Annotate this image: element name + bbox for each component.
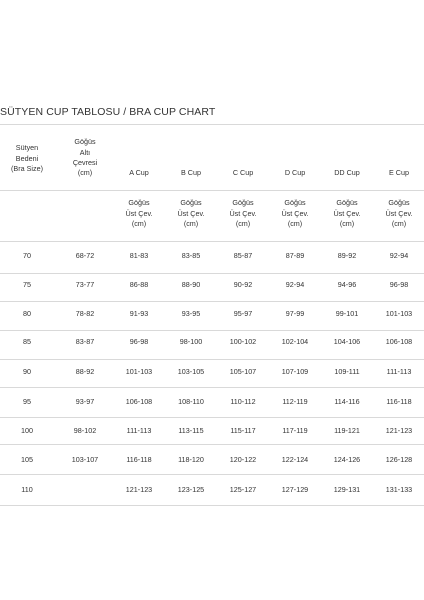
row-underbust: [76, 367, 94, 377]
cell-text: 83-87: [75, 336, 95, 346]
cell-text: (Bra Size): [11, 164, 43, 174]
row-divider: [0, 190, 424, 191]
row-cup-value: [390, 251, 408, 261]
cell-text: Üst Çev.: [281, 208, 309, 218]
row-cup-value: [386, 485, 412, 495]
cell-text: 127-129: [281, 484, 309, 494]
cell-text: 68-72: [75, 250, 95, 260]
cell-text: 106-108: [385, 336, 413, 346]
cell-text: DD Cup: [334, 167, 360, 177]
cell-text: 124-126: [333, 454, 361, 464]
cell-text: 102-104: [281, 336, 309, 346]
row-cup-value: [386, 309, 412, 319]
cell-text: 87-89: [285, 250, 305, 260]
row-cup-value: [178, 397, 204, 407]
row-cup-value: [282, 426, 307, 436]
row-cup-value: [286, 280, 304, 290]
cell-text: Çevresi: [72, 158, 98, 167]
cell-text: 113-115: [178, 425, 204, 435]
cell-text: Göğüs: [232, 198, 254, 208]
row-cup-value: [126, 485, 152, 495]
cell-text: 120-122: [229, 454, 257, 464]
cell-text: (cm): [131, 219, 147, 229]
cell-text: 119-121: [334, 425, 360, 435]
row-cup-value: [338, 280, 356, 290]
row-size: [21, 426, 33, 436]
subheader-bust: [385, 198, 412, 229]
cell-text: Bedeni: [15, 153, 39, 163]
subheader-bust: [281, 198, 308, 229]
row-cup-value: [178, 485, 204, 495]
cell-text: Göğüs: [180, 198, 202, 208]
cell-text: 100: [21, 425, 33, 435]
row-cup-value: [286, 251, 304, 261]
cell-text: 129-131: [333, 484, 361, 494]
row-cup-value: [386, 337, 412, 347]
row-underbust: [74, 426, 96, 436]
row-cup-value: [386, 426, 412, 436]
cell-text: 101-103: [125, 366, 153, 376]
cell-text: 108-110: [178, 396, 204, 406]
header-cup-2: [233, 168, 253, 178]
subheader-bust: [333, 198, 360, 229]
cell-text: (cm): [339, 219, 355, 229]
row-cup-value: [182, 280, 200, 290]
cell-text: Üst Çev.: [385, 208, 413, 218]
row-cup-value: [334, 426, 360, 436]
cell-text: 92-94: [389, 250, 409, 260]
cell-text: Göğüs: [74, 137, 96, 147]
row-cup-value: [127, 426, 152, 436]
row-cup-value: [178, 455, 204, 465]
cell-text: Üst Çev.: [177, 208, 205, 218]
row-cup-value: [126, 397, 152, 407]
cell-text: 92-94: [285, 279, 305, 289]
row-underbust: [76, 251, 94, 261]
row-cup-value: [230, 337, 256, 347]
cell-text: 98-102: [73, 425, 97, 435]
row-cup-value: [234, 309, 252, 319]
row-underbust: [76, 397, 94, 407]
cell-text: Üst Çev.: [333, 208, 361, 218]
header-bra-size: [11, 143, 43, 174]
row-cup-value: [230, 367, 256, 377]
header-cup-0: [129, 168, 149, 178]
cell-text: 85-87: [233, 250, 253, 260]
cell-text: 101-103: [385, 308, 413, 318]
row-cup-value: [336, 309, 358, 319]
row-divider: [0, 241, 424, 242]
subheader-bust: [177, 198, 204, 229]
cell-text: 103-107: [71, 454, 99, 464]
cell-text: 80: [23, 308, 31, 318]
cell-text: 109-111: [334, 366, 360, 376]
row-cup-value: [178, 426, 203, 436]
row-divider: [0, 330, 424, 331]
cell-text: Göğüs: [128, 198, 150, 208]
cell-text: 95: [23, 396, 31, 406]
cell-text: 86-88: [129, 279, 149, 289]
cell-text: 116-118: [126, 454, 152, 464]
cell-text: 90-92: [233, 279, 253, 289]
row-size: [23, 397, 31, 407]
cell-text: 83-85: [181, 250, 201, 260]
row-size: [23, 251, 31, 261]
row-cup-value: [182, 251, 200, 261]
cell-text: 131-133: [385, 484, 413, 494]
cell-text: 100-102: [229, 336, 257, 346]
cell-text: 115-117: [230, 425, 256, 435]
cell-text: 78-82: [75, 308, 95, 318]
cell-text: 126-128: [385, 454, 413, 464]
subheader-bust: [125, 198, 152, 229]
cell-text: 73-77: [75, 279, 95, 289]
cell-text: 112-119: [282, 396, 308, 406]
row-cup-value: [386, 397, 411, 407]
cell-text: 95-97: [233, 308, 253, 318]
cell-text: 110-112: [230, 396, 256, 406]
row-cup-value: [182, 309, 200, 319]
row-cup-value: [230, 485, 256, 495]
cell-text: 110: [21, 484, 33, 494]
cell-text: 96-98: [129, 336, 149, 346]
cell-text: 116-118: [386, 396, 412, 406]
cell-text: 111-113: [126, 425, 152, 435]
cell-text: 107-109: [281, 366, 309, 376]
cell-text: Göğüs: [336, 198, 358, 208]
row-cup-value: [230, 426, 255, 436]
cell-text: 94-96: [337, 279, 357, 289]
row-cup-value: [178, 367, 204, 377]
row-cup-value: [282, 337, 308, 347]
row-divider: [0, 387, 424, 388]
cell-text: 85: [23, 336, 31, 346]
cell-text: 103-105: [177, 366, 205, 376]
cell-text: 91-93: [129, 308, 149, 318]
row-divider: [0, 417, 424, 418]
cell-text: 97-99: [285, 308, 305, 318]
row-size: [23, 367, 31, 377]
row-divider: [0, 505, 424, 506]
cell-text: Altı: [79, 147, 91, 157]
chart-title: SÜTYEN CUP TABLOSU / BRA CUP CHART: [0, 106, 216, 118]
cell-text: 114-116: [334, 396, 360, 406]
row-cup-value: [334, 337, 360, 347]
row-underbust: [76, 337, 94, 347]
row-underbust: [76, 309, 94, 319]
cell-text: (cm): [391, 219, 407, 229]
row-divider: [0, 474, 424, 475]
cell-text: 121-123: [385, 425, 413, 435]
row-size: [23, 337, 31, 347]
row-cup-value: [334, 485, 360, 495]
cell-text: 121-123: [125, 484, 153, 494]
row-underbust: [72, 455, 98, 465]
cell-text: (cm): [183, 219, 199, 229]
cell-text: D Cup: [284, 167, 306, 177]
cell-text: 88-92: [75, 366, 95, 376]
header-cup-1: [181, 168, 201, 178]
row-cup-value: [230, 397, 255, 407]
header-underbust: [73, 137, 97, 179]
cell-text: 118-120: [178, 454, 204, 464]
row-cup-value: [130, 309, 148, 319]
row-size: [23, 280, 31, 290]
cell-text: A Cup: [129, 167, 149, 177]
cell-text: 105-107: [229, 366, 257, 376]
row-size: [23, 309, 31, 319]
cell-text: 93-95: [181, 308, 201, 318]
cell-text: 90: [23, 366, 31, 376]
row-cup-value: [180, 337, 202, 347]
cell-text: (cm): [77, 168, 93, 178]
row-divider: [0, 124, 424, 125]
row-cup-value: [334, 367, 359, 377]
row-cup-value: [282, 455, 308, 465]
row-cup-value: [130, 251, 148, 261]
cell-text: (cm): [235, 219, 251, 229]
row-cup-value: [338, 251, 356, 261]
row-cup-value: [282, 485, 308, 495]
cell-text: 106-108: [125, 396, 153, 406]
row-cup-value: [130, 337, 148, 347]
cell-text: Göğüs: [284, 198, 306, 208]
row-cup-value: [387, 367, 412, 377]
cell-text: Göğüs: [388, 198, 410, 208]
row-cup-value: [286, 309, 304, 319]
row-divider: [0, 359, 424, 360]
cell-text: Sütyen: [15, 143, 39, 153]
cell-text: C Cup: [232, 167, 254, 177]
header-cup-5: [389, 168, 409, 178]
cell-text: 96-98: [389, 279, 409, 289]
cell-text: (cm): [287, 219, 303, 229]
row-divider: [0, 301, 424, 302]
row-divider: [0, 444, 424, 445]
cell-text: 81-83: [129, 250, 149, 260]
row-cup-value: [126, 455, 151, 465]
cell-text: 105: [21, 454, 33, 464]
cell-text: 89-92: [337, 250, 357, 260]
header-cup-3: [285, 168, 305, 178]
row-divider: [0, 273, 424, 274]
cell-text: 104-106: [333, 336, 361, 346]
header-cup-4: [334, 168, 360, 178]
row-cup-value: [126, 367, 152, 377]
cell-text: 117-119: [282, 425, 308, 435]
cell-text: 122-124: [281, 454, 309, 464]
row-underbust: [76, 280, 94, 290]
cell-text: Üst Çev.: [125, 208, 153, 218]
row-cup-value: [230, 455, 256, 465]
cell-text: 99-101: [335, 308, 359, 318]
cell-text: 98-100: [179, 336, 203, 346]
row-size: [21, 455, 33, 465]
row-cup-value: [390, 280, 408, 290]
row-cup-value: [386, 455, 412, 465]
cell-text: B Cup: [181, 167, 201, 177]
row-cup-value: [130, 280, 148, 290]
cell-text: 93-97: [75, 396, 95, 406]
row-cup-value: [282, 397, 307, 407]
cell-text: 70: [23, 250, 31, 260]
cell-text: 123-125: [177, 484, 205, 494]
cell-text: 111-113: [386, 366, 412, 376]
cell-text: Üst Çev.: [229, 208, 257, 218]
cell-text: 75: [23, 279, 31, 289]
cell-text: 88-90: [181, 279, 201, 289]
row-cup-value: [282, 367, 308, 377]
row-cup-value: [234, 251, 252, 261]
cell-text: E Cup: [389, 167, 409, 177]
subheader-bust: [229, 198, 256, 229]
cell-text: 125-127: [229, 484, 257, 494]
row-cup-value: [234, 280, 252, 290]
row-size: [21, 485, 32, 495]
row-cup-value: [334, 397, 359, 407]
row-cup-value: [334, 455, 360, 465]
